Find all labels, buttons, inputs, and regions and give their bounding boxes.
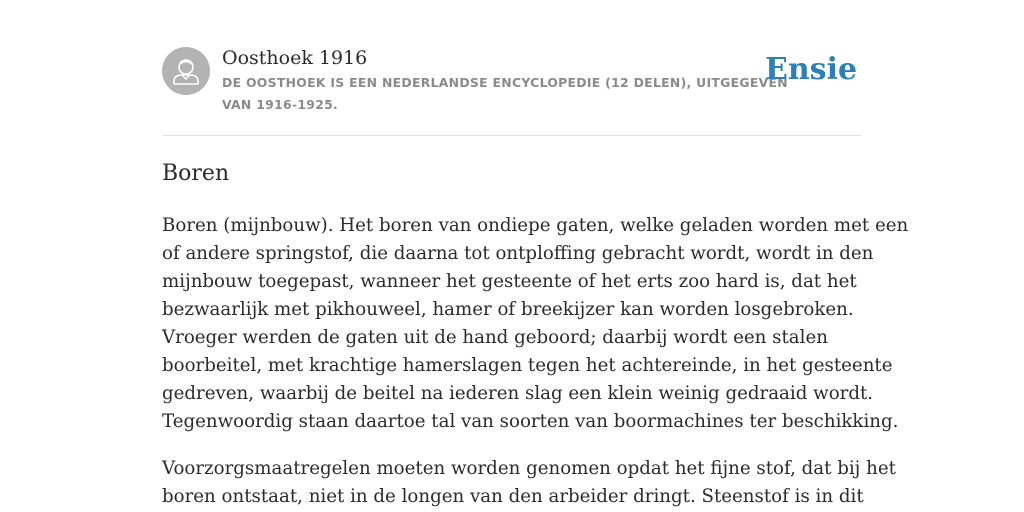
article-paragraph — [162, 212, 909, 436]
source-name[interactable]: Oosthoek 1916 — [222, 47, 368, 69]
text-line: Tegenwoordig staan daartoe tal van soorten van boormachines ter beschikking. — [162, 411, 899, 432]
text-line: Voorzorgsmaatregelen moeten worden genomen opdat het fijne stof, dat bij het — [162, 458, 896, 479]
source-description — [222, 72, 788, 116]
source-description-line: VAN 1916-1925. — [222, 97, 339, 112]
article-paragraph — [162, 455, 896, 511]
text-line: gedreven, waarbij de beitel na iederen slag een klein weinig gedraaid wordt. — [162, 383, 874, 404]
user-icon — [162, 47, 210, 95]
ensie-logo-link[interactable]: Ensie — [765, 52, 858, 87]
text-line: Boren (mijnbouw). Het boren van ondiepe gaten, welke geladen worden met een — [162, 215, 909, 236]
source-header — [162, 46, 862, 136]
text-line: boorbeitel, met krachtige hamerslagen tegen het achtereinde, in het gesteente — [162, 355, 893, 376]
article-body — [162, 212, 909, 512]
text-line: of andere springstof, die daarna tot ontploffing gebracht wordt, wordt in den — [162, 243, 874, 264]
text-line: mijnbouw toegepast, wanneer het gesteente of het erts zoo hard is, dat het — [162, 271, 857, 292]
text-line: bezwaarlijk met pikhouweel, hamer of breekijzer kan worden losgebroken. — [162, 299, 854, 320]
article-title: Boren — [162, 161, 230, 186]
text-line: boren ontstaat, niet in de longen van den arbeider dringt. Steenstof is in dit — [162, 486, 864, 507]
avatar[interactable] — [162, 47, 210, 95]
source-description-line: DE OOSTHOEK IS EEN NEDERLANDSE ENCYCLOPEDIE (12 DELEN), UITGEGEVEN — [222, 75, 788, 90]
text-line: Vroeger werden de gaten uit de hand geboord; daarbij wordt een stalen — [162, 327, 828, 348]
